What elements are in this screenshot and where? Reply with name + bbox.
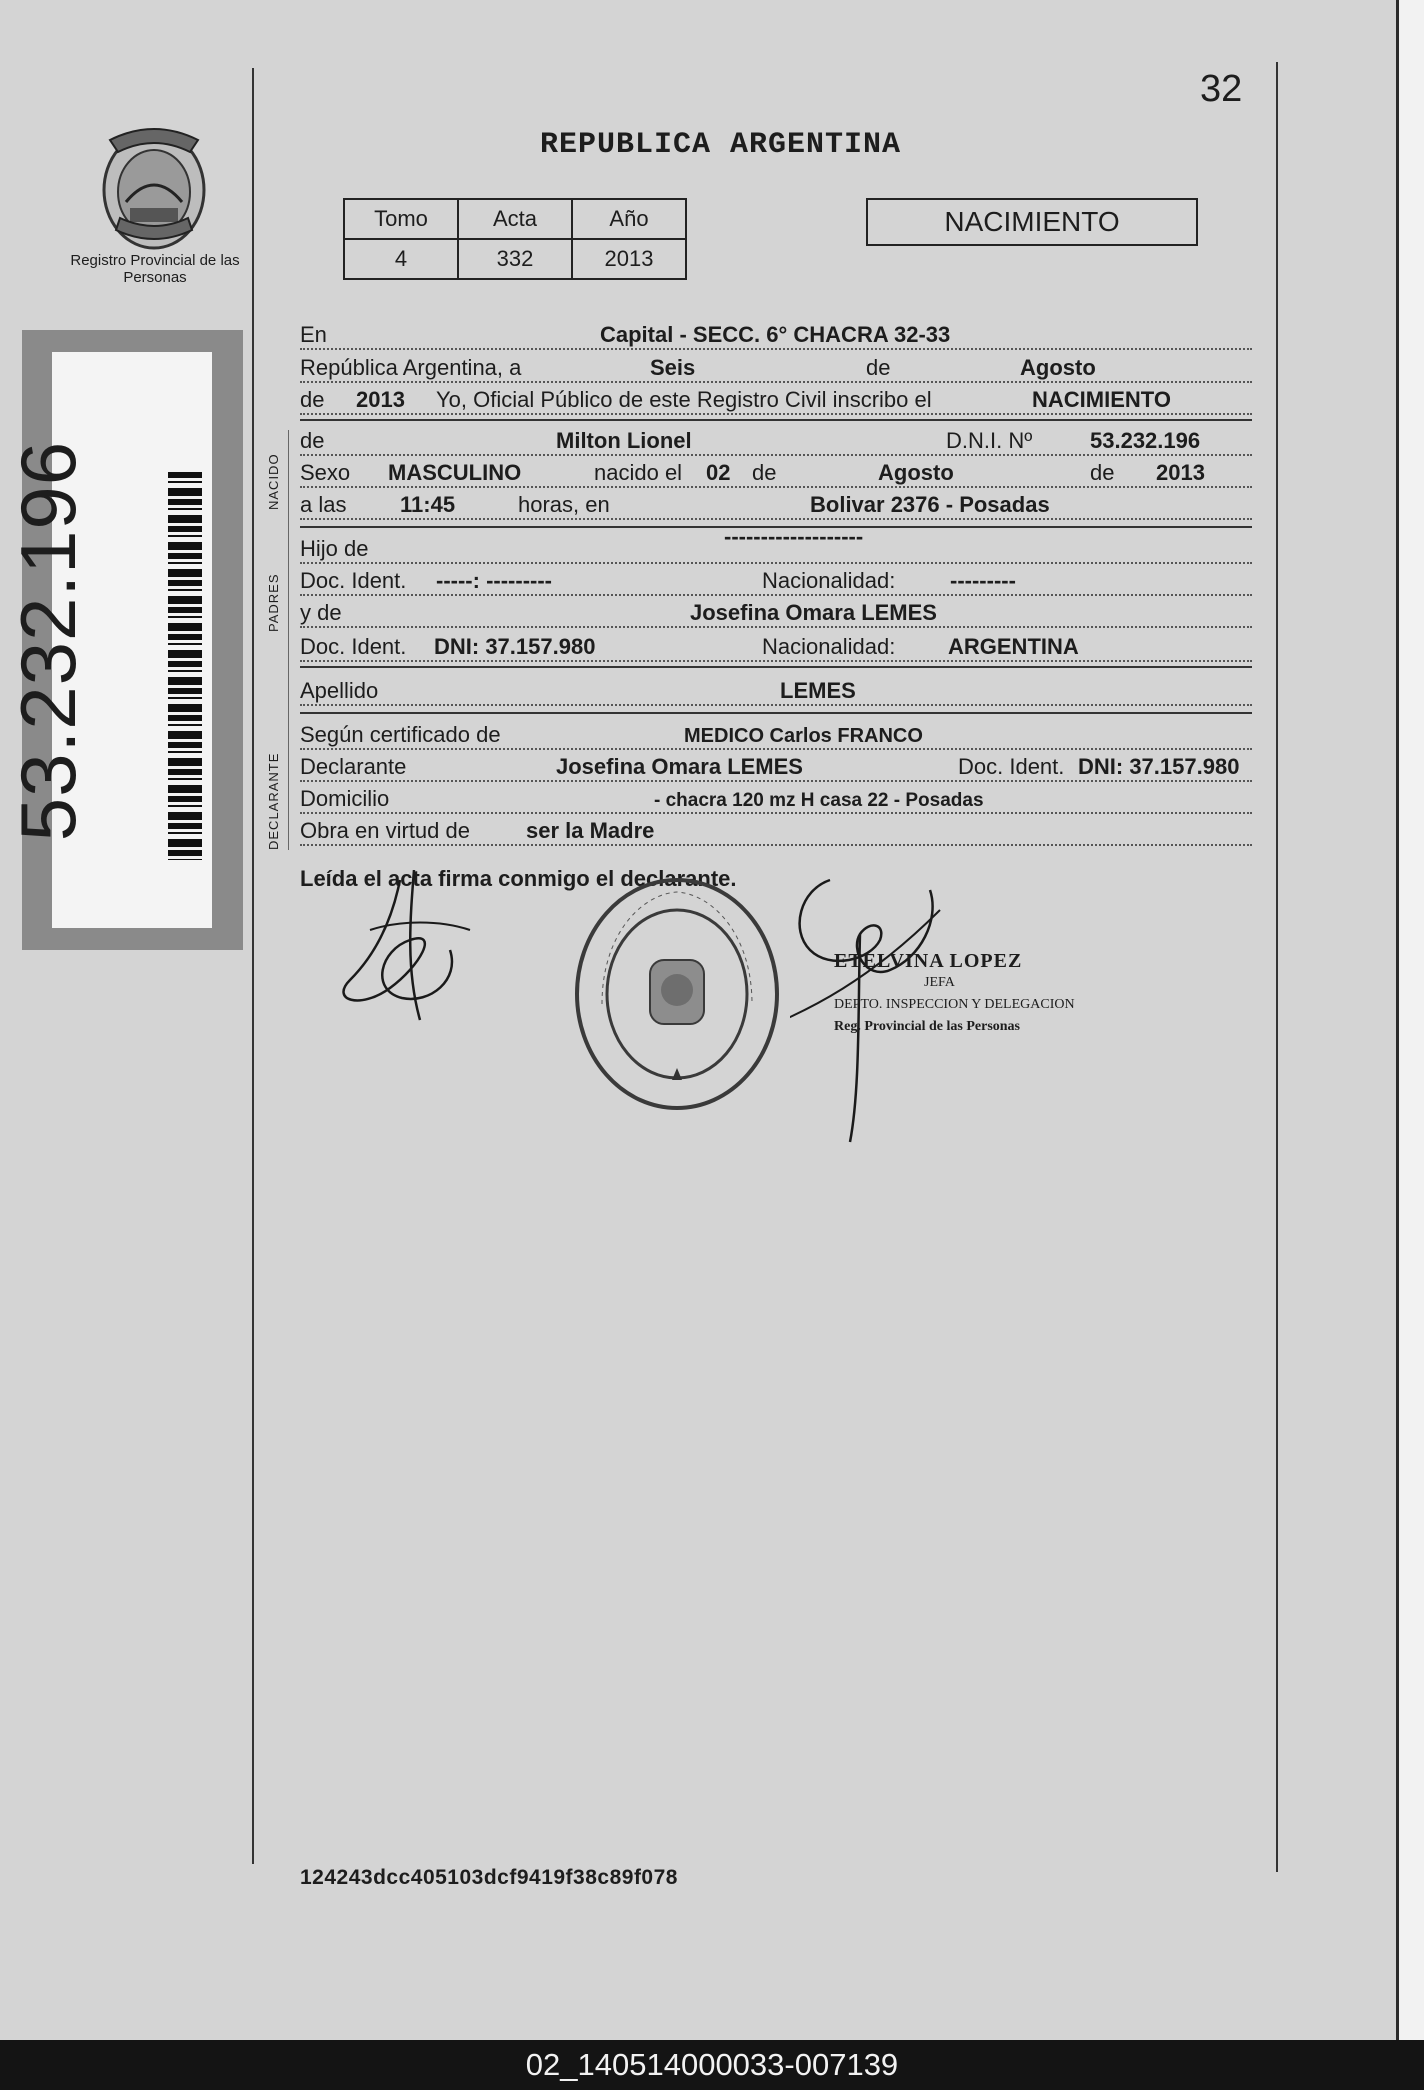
- madre-nac-value: ARGENTINA: [948, 634, 1079, 659]
- official-registry: Reg. Provincial de las Personas: [834, 1019, 1021, 1034]
- anio-value: 2013: [356, 387, 405, 412]
- padre-nac-value: ---------: [950, 568, 1016, 593]
- row-hora: a las 11:45 horas, en Bolivar 2376 - Posadas: [300, 492, 1252, 520]
- row-apellido: Apellido LEMES: [300, 678, 1252, 706]
- row-domicilio: Domicilio - chacra 120 mz H casa 22 - Posadas: [300, 786, 1252, 814]
- nac-anio-value: 2013: [1156, 460, 1205, 485]
- section-divider-left: [288, 430, 289, 850]
- lugar-nac-value: Bolivar 2376 - Posadas: [810, 492, 1050, 517]
- separator-declarante: [300, 712, 1252, 714]
- mes-value: Agosto: [1020, 355, 1096, 380]
- lugar-value: Capital - SECC. 6° CHACRA 32-33: [600, 322, 951, 347]
- domicilio-value: - chacra 120 mz H casa 22 - Posadas: [654, 790, 984, 811]
- row-obra: Obra en virtud de ser la Madre: [300, 818, 1252, 846]
- scan-footer-id: 02_140514000033-007139: [0, 2040, 1424, 2090]
- document-hash: 124243dcc405103dcf9419f38c89f078: [300, 1866, 678, 1889]
- record-type-box: NACIMIENTO: [866, 198, 1198, 246]
- obra-value: ser la Madre: [526, 818, 655, 843]
- row-madre: y de Josefina Omara LEMES: [300, 600, 1252, 628]
- row-nombre: de Milton Lionel D.N.I. Nº 53.232.196: [300, 428, 1252, 456]
- apellido-value: LEMES: [780, 678, 856, 703]
- certificado-value: MEDICO Carlos FRANCO: [684, 725, 923, 747]
- barcode-number: 53.232.196: [4, 440, 92, 842]
- section-label-nacido: NACIDO: [266, 453, 281, 510]
- padre-value: -------------------: [724, 524, 864, 549]
- declarante-value: Josefina Omara LEMES: [556, 754, 803, 779]
- row-madre-doc: Doc. Ident. DNI: 37.157.980 Nacionalidad: ARGENTINA: [300, 634, 1252, 662]
- row-declarante: Declarante Josefina Omara LEMES Doc. Ident. DNI: 37.157.980: [300, 754, 1252, 782]
- row-inscribo: de 2013 Yo, Oficial Público de este Registro Civil inscribo el NACIMIENTO: [300, 387, 1252, 415]
- page-edge: [1396, 0, 1424, 2040]
- hora-value: 11:45: [400, 492, 456, 517]
- padre-doc-value: -----: ---------: [436, 568, 553, 593]
- nombre-value: Milton Lionel: [556, 428, 692, 453]
- row-sexo: Sexo MASCULINO nacido el 02 de Agosto de 2013: [300, 460, 1252, 488]
- sexo-value: MASCULINO: [388, 460, 522, 485]
- barcode-panel: [4, 330, 243, 950]
- official-name: ETELVINA LOPEZ: [834, 950, 1023, 972]
- separator-nacido: [300, 419, 1252, 421]
- dni-value: 53.232.196: [1090, 428, 1201, 453]
- row-lugar: En Capital - SECC. 6° CHACRA 32-33: [300, 322, 1252, 350]
- official-stamp: [834, 950, 1075, 1038]
- document-title: REPUBLICA ARGENTINA: [540, 128, 902, 162]
- nac-mes-value: Agosto: [878, 460, 954, 485]
- closing-statement: Leída el acta firma conmigo el declarante.: [300, 866, 737, 891]
- tomo-header: Tomo: [344, 199, 458, 239]
- section-label-declarante: DECLARANTE: [266, 752, 281, 850]
- separator-apellido: [300, 666, 1252, 668]
- decl-doc-value: DNI: 37.157.980: [1078, 754, 1240, 779]
- madre-doc-value: DNI: 37.157.980: [434, 634, 596, 659]
- anio-header: Año: [572, 199, 686, 239]
- barcode-label: [4, 352, 212, 928]
- page-number: 32: [1200, 68, 1243, 110]
- row-padre: Hijo de -------------------: [300, 536, 1252, 564]
- section-label-padres: PADRES: [266, 573, 281, 632]
- left-margin-line: [252, 68, 254, 1864]
- nac-dia-value: 02: [706, 460, 731, 485]
- registry-table: [343, 198, 687, 280]
- barcode-bars: [168, 472, 202, 860]
- madre-value: Josefina Omara LEMES: [690, 600, 937, 625]
- row-padre-doc: Doc. Ident. -----: --------- Nacionalidad: ---------: [300, 568, 1252, 596]
- official-dept: DEPTO. INSPECCION Y DELEGACION: [834, 997, 1075, 1012]
- tomo-value: 4: [344, 239, 458, 279]
- inscribo-value: NACIMIENTO: [1032, 387, 1171, 412]
- dia-value: Seis: [650, 355, 696, 380]
- acta-value: 332: [458, 239, 572, 279]
- institution-name: Registro Provincial de las Personas: [70, 252, 240, 286]
- row-fecha: República Argentina, a Seis de Agosto: [300, 355, 1252, 383]
- registry-seal: [572, 874, 782, 1114]
- right-margin-line: [1276, 62, 1278, 1872]
- acta-header: Acta: [458, 199, 572, 239]
- anio-value: 2013: [572, 239, 686, 279]
- province-crest-logo: [96, 118, 212, 254]
- official-title: JEFA: [924, 975, 955, 990]
- row-certificado: Según certificado de MEDICO Carlos FRANCO: [300, 722, 1252, 750]
- declarant-signature: [330, 870, 500, 1030]
